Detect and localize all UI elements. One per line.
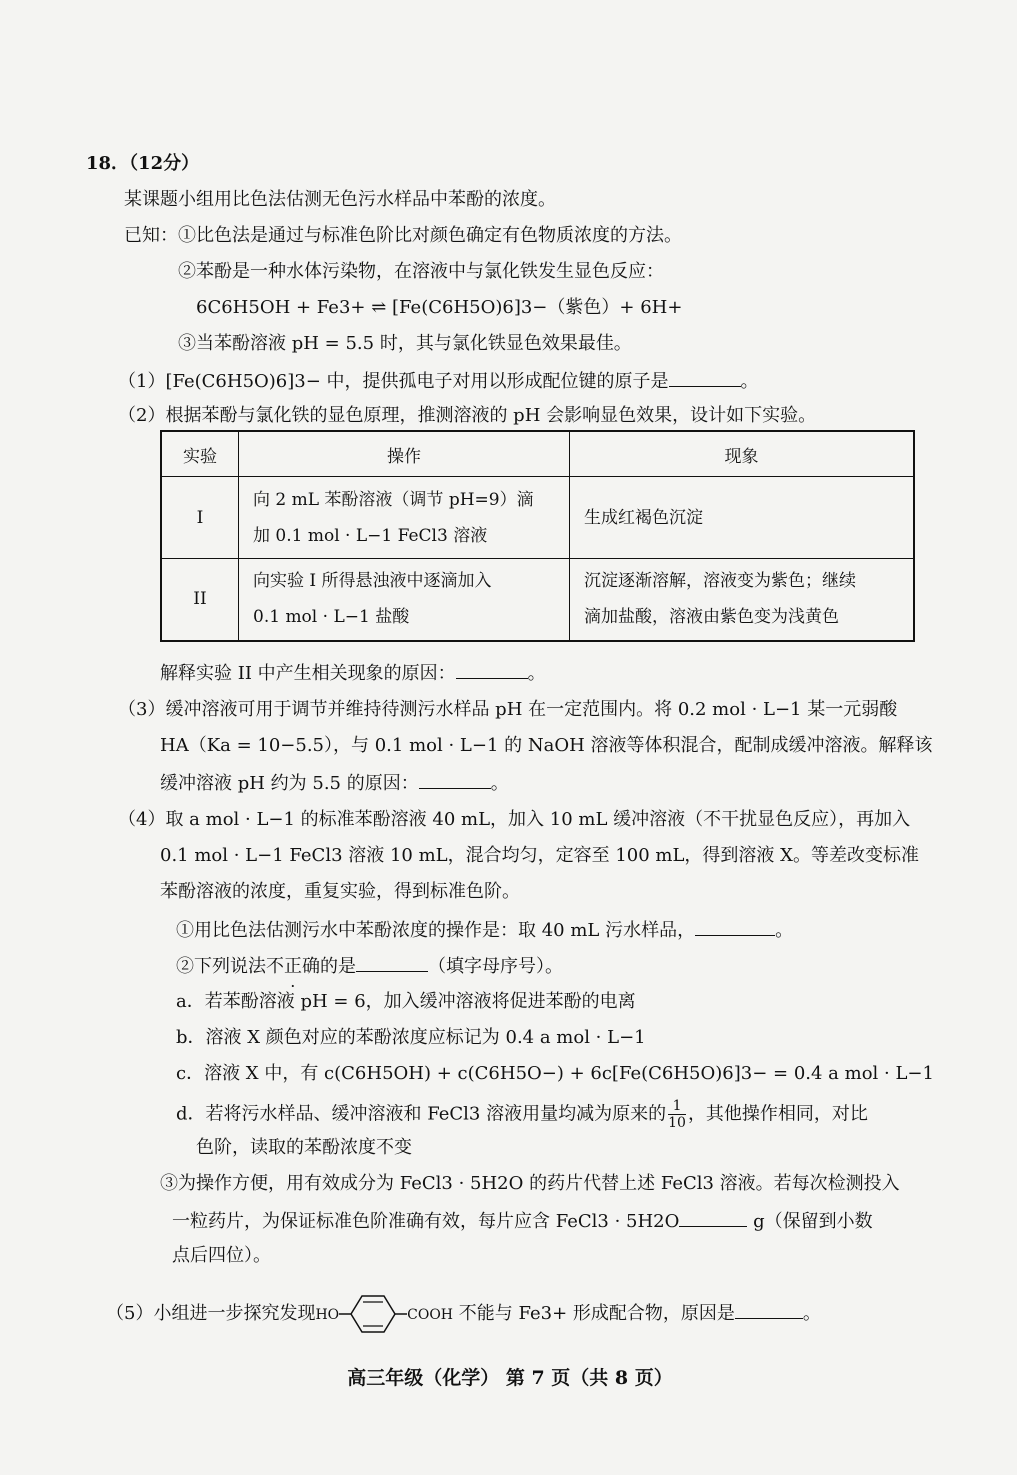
answer-blank <box>679 1208 747 1227</box>
part-4-line-2: 0.1 mol · L−1 FeCl3 溶液 10 mL，混合均匀，定容至 100 mL，得到溶液 X。等差改变标准 <box>160 845 919 866</box>
sub-3-text: 一粒药片，为保证标准色阶准确有效，每片应含 FeCl3 · 5H2O <box>172 1211 680 1232</box>
option-c: c．溶液 X 中，有 c(C6H5OH) + c(C6H5O−) + 6c[Fe(C6H5O)6]3− = 0.4 a mol · L−1 <box>176 1063 934 1084</box>
part-2-explain <box>160 660 546 686</box>
part-5-end: 。 <box>802 1303 821 1324</box>
known-item-2: ②苯酚是一种水体污染物，在溶液中与氯化铁发生显色反应： <box>178 261 664 282</box>
part-4-sub-1 <box>176 917 793 943</box>
sub-1-text: ①用比色法估测污水中苯酚浓度的操作是：取 40 mL 污水样品， <box>176 920 696 941</box>
sub-2-pre: ②下列说法 <box>176 956 266 977</box>
part-3-end: 。 <box>490 773 509 794</box>
table-header: 操作 <box>239 431 570 477</box>
sub-2-tail: （填字母序号）。 <box>428 956 563 977</box>
part-2-label: （2） <box>118 405 166 426</box>
part-3-line-3 <box>160 770 509 796</box>
operation-line: 向实验 I 所得悬浊液中逐滴加入 <box>253 571 492 592</box>
operation-line: 加 0.1 mol · L−1 FeCl3 溶液 <box>253 525 488 546</box>
experiment-operation <box>239 559 570 641</box>
part-3-line-1 <box>118 698 897 722</box>
table-row <box>161 477 914 559</box>
reaction-equation: 6C6H5OH + Fe3+ ⇌ [Fe(C6H5O)6]3−（紫色）+ 6H+ <box>196 297 683 318</box>
page-footer: 高三年级（化学） 第 7 页（共 8 页） <box>347 1367 673 1389</box>
part-4-sub-3-line-2 <box>172 1208 873 1234</box>
table-header-row <box>161 431 914 477</box>
part-3-label: （3） <box>118 699 166 720</box>
fraction-denominator: 10 <box>668 1115 686 1131</box>
part-1-text: [Fe(C6H5O)6]3− 中，提供孤电子对用以形成配位键的原子是 <box>165 371 669 392</box>
part-3-text: 缓冲溶液 pH 约为 5.5 的原因： <box>160 773 419 794</box>
option-a: a．若苯酚溶液 pH = 6，加入缓冲溶液将促进苯酚的电离 <box>176 991 636 1012</box>
experiment-table <box>160 430 915 642</box>
carboxyl-group: COOH <box>407 1307 454 1323</box>
part-4-line-1 <box>118 808 910 832</box>
answer-blank <box>695 917 775 936</box>
part-5-label: （5） <box>106 1303 154 1324</box>
part-5-post: 不能与 Fe3+ 形成配合物，原因是 <box>458 1303 735 1324</box>
phenomenon-line: 沉淀逐渐溶解，溶液变为紫色；继续 <box>584 571 856 592</box>
question-intro: 某课题小组用比色法估测无色污水样品中苯酚的浓度。 <box>124 189 556 210</box>
option-b: b．溶液 X 颜色对应的苯酚浓度应标记为 0.4 a mol · L−1 <box>176 1027 646 1048</box>
part-4-sub-2 <box>176 953 563 979</box>
part-2 <box>118 404 816 428</box>
phenomenon-line: 滴加盐酸，溶液由紫色变为浅黄色 <box>584 607 839 628</box>
known-item-1: ①比色法是通过与标准色阶比对颜色确定有色物质浓度的方法。 <box>178 225 682 246</box>
question-number: 18．（12分） <box>86 153 200 174</box>
part-4-label: （4） <box>118 809 166 830</box>
answer-blank <box>419 770 491 789</box>
part-5-pre: 小组进一步探究发现 <box>153 1303 316 1324</box>
experiment-operation <box>239 477 570 559</box>
benzene-ring-icon <box>339 1292 407 1336</box>
part-1-end: 。 <box>740 371 759 392</box>
fraction-numerator: 1 <box>668 1098 686 1115</box>
sub-2-post: 的是 <box>320 956 356 977</box>
hydroxyl-group: HO <box>315 1307 340 1323</box>
part-4-text: 取 a mol · L−1 的标准苯酚溶液 40 mL，加入 10 mL 缓冲溶液（不干扰显色反应），再加入 <box>165 809 911 830</box>
part-2-end: 。 <box>527 663 546 684</box>
experiment-phenomenon <box>570 559 915 641</box>
phenomenon-line: 生成红褐色沉淀 <box>584 507 703 528</box>
part-1 <box>118 368 759 394</box>
answer-blank <box>456 660 528 679</box>
part-3-text: 缓冲溶液可用于调节并维持待测污水样品 pH 在一定范围内。将 0.2 mol · L−1 某一元弱酸 <box>165 699 898 720</box>
sub-3-tail: g（保留到小数 <box>753 1211 873 1232</box>
answer-blank <box>669 368 741 387</box>
experiment-id: II <box>161 559 239 641</box>
part-5 <box>106 1292 821 1336</box>
part-4-sub-3-line-1: ③为操作方便，用有效成分为 FeCl3 · 5H2O 的药片代替上述 FeCl3 溶液。若每次检测投入 <box>160 1173 900 1194</box>
part-3-line-2: HA（Ka = 10−5.5），与 0.1 mol · L−1 的 NaOH 溶液等体积混合，配制成缓冲溶液。解释该 <box>160 735 933 756</box>
option-d-tail: ，其他操作相同，对比 <box>687 1103 868 1125</box>
table-header: 实验 <box>161 431 239 477</box>
table-row <box>161 559 914 641</box>
known-line-1 <box>124 224 682 248</box>
answer-blank <box>356 953 428 972</box>
table-header: 现象 <box>570 431 915 477</box>
answer-blank <box>735 1300 803 1319</box>
experiment-id: I <box>161 477 239 559</box>
part-1-label: （1） <box>118 371 166 392</box>
known-item-3: ③当苯酚溶液 pH = 5.5 时，其与氯化铁显色效果最佳。 <box>178 333 632 354</box>
part-4-sub-3-line-3: 点后四位）。 <box>172 1245 271 1266</box>
experiment-phenomenon <box>570 477 915 559</box>
part-2-text: 根据苯酚与氯化铁的显色原理，推测溶液的 pH 会影响显色效果，设计如下实验。 <box>165 405 817 426</box>
part-4-line-3: 苯酚溶液的浓度，重复实验，得到标准色阶。 <box>160 881 520 902</box>
operation-line: 0.1 mol · L−1 盐酸 <box>253 607 410 628</box>
known-label: 已知： <box>124 225 178 246</box>
fraction <box>668 1098 686 1131</box>
sub-1-end: 。 <box>775 920 794 941</box>
operation-line: 向 2 mL 苯酚溶液（调节 pH=9）滴 <box>253 489 534 510</box>
emphasis-text: 不正确 <box>266 956 320 977</box>
option-d-text: d．若将污水样品、缓冲溶液和 FeCl3 溶液用量均减为原来的 <box>176 1103 667 1125</box>
option-d-line-2: 色阶，读取的苯酚浓度不变 <box>196 1137 412 1158</box>
part-2-explain-text: 解释实验 II 中产生相关现象的原因： <box>160 663 456 684</box>
option-d-line-1 <box>176 1098 868 1131</box>
